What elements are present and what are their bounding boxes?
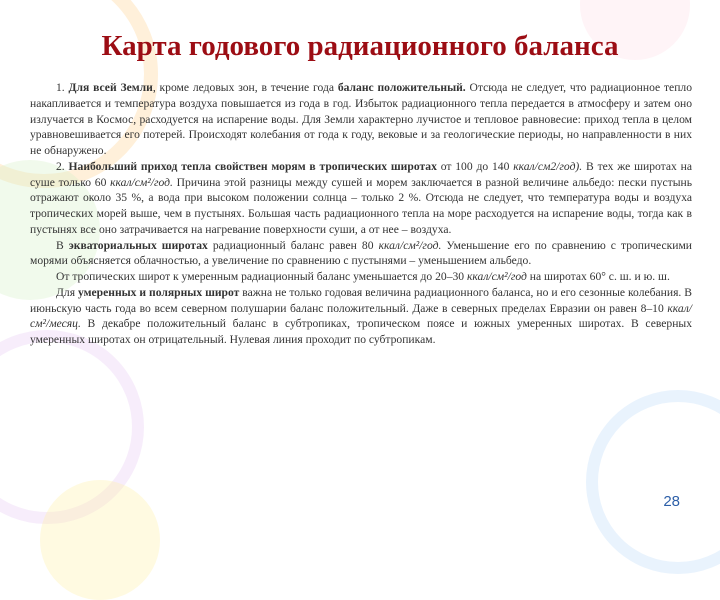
slide-body <box>30 80 692 348</box>
text-run: от 100 до 140 <box>436 159 514 173</box>
paragraph-temperate-decrease <box>30 269 692 285</box>
emphasis-positive-balance: баланс положительный. <box>337 81 466 94</box>
text-run: на широтах 60° с. ш. и ю. ш. <box>526 270 670 283</box>
slide-title: Карта годового радиационного баланса <box>101 30 619 62</box>
text-run: Для <box>56 285 78 299</box>
decorative-circle <box>0 330 144 524</box>
emphasis-earth: Для всей Земли <box>68 81 153 94</box>
text-run: Отсюда не следует, что радиационное тепло накапливается и температура воздуха повышается из года в год. Избыток радиационного тепла передается в атмосферу и затем оно излучается в Космос, расходуется на испарение воды. Для Земли характерно лучистое и тепловое равновесие: приход тепла в целом уравновешивается его потерей. Происходят колебания от года к году, вековые и за геологические периоды, но направленности в них не обнаружено. <box>30 81 692 157</box>
emphasis-temperate-polar: умеренных и полярных широт <box>77 285 240 299</box>
text-run: Причина этой разницы между сушей и морем заключается в разной величине альбедо: пески пустынь отражают около 35 %, а вода при высоком положении солнца – только 2 %. Отсюда не следует, что температура воды и воздуха тропических морей выше, чем в пустынях. Большая часть радиационного тепла на море расходуется на испарение воды, тогда как в пустынях все оно затрачивается на нагревание поверхности суши, а от нее – воздуха. <box>30 175 692 236</box>
unit-text: ккал/см²/год <box>467 270 527 283</box>
paragraph-seasonal <box>30 285 692 348</box>
page-number: 28 <box>663 493 680 510</box>
unit-text: ккал/см2/год). <box>513 159 583 173</box>
text-run: Уменьшение его по сравнению с тропическими морями объясняется облачностью, а увеличение по сравнению с пустынями – уменьшением альбедо. <box>30 238 692 268</box>
text-run: От тропических широт к умеренным радиационный баланс уменьшается до 20–30 <box>56 270 467 283</box>
text-run: 1. <box>56 81 69 94</box>
emphasis-equatorial: экваториальных широтах <box>68 238 208 252</box>
paragraph-earth-balance <box>30 80 692 159</box>
text-run: В декабре положительный баланс в субтропиках, тропическом поясе и южных умеренных широтах. В северных умеренных широтах он отрицательный. Нулевая линия проходит по субтропикам. <box>30 317 692 346</box>
decorative-circle <box>40 480 160 600</box>
decorative-circle <box>586 390 720 574</box>
text-run: В <box>56 238 69 252</box>
text-run: 2. <box>56 159 69 173</box>
text-run: важна не только годовая величина радиационного баланса, но и его сезонные колебания. В июньскую часть года во всем северном полушарии баланс положительный. Даже в северных пределах Евразии он равен 8–10 <box>30 285 692 315</box>
paragraph-equatorial <box>30 238 692 270</box>
text-run: В тех же широтах на суше только 60 <box>30 159 692 189</box>
unit-text: ккал/см²/месяц. <box>30 301 692 331</box>
unit-text: ккал/см²/год. <box>110 175 173 189</box>
text-run: радиационный баланс равен 80 <box>207 238 379 252</box>
unit-text: ккал/см²/год. <box>378 238 442 252</box>
paragraph-tropical-seas <box>30 159 692 238</box>
emphasis-tropical-seas: Наибольший приход тепла свойствен морям в тропических широтах <box>68 159 437 173</box>
text-run: , кроме ледовых зон, в течение года <box>152 81 338 94</box>
